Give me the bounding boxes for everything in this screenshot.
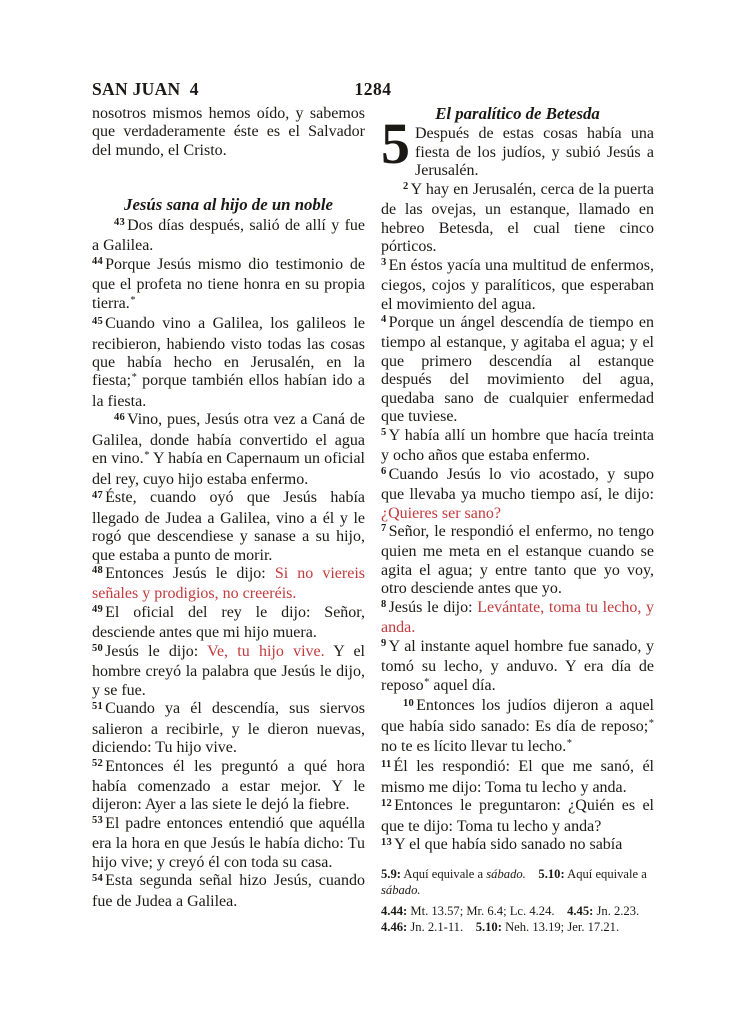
page-number: 1284 [354, 79, 392, 99]
verse-number: 51 [92, 700, 104, 712]
text-run: Entonces los judíos dijeron a aquel que había sido sanado: Es día de reposo; [381, 697, 654, 735]
text-run: Cuando ya él descendía, sus siervos salieron a recibirle, y le dieron nuevas, diciendo: Tu hijo vive. [92, 700, 365, 757]
verse-12 [381, 797, 654, 836]
verse-54 [92, 872, 365, 911]
text-run: Y hay en Jerusalén, cerca de la puerta de las ovejas, un estanque, llamado en hebreo Betesda, el cual tiene cinco pórticos. [381, 180, 654, 256]
cross-reference-asterisk: * [424, 676, 430, 688]
verse-number: 50 [92, 643, 104, 655]
verse-9 [381, 638, 654, 697]
text-run: Y el que había sido sanado no sabía [394, 836, 623, 854]
text-run: Esta segunda señal hizo Jesús, cuando fue de Judea a Galilea. [92, 872, 365, 910]
verse-48 [92, 565, 365, 604]
verse-11 [381, 758, 654, 797]
footnote-group [381, 903, 654, 935]
text-run: Y había en Capernaum un oficial del rey, cuyo hijo estaba enfermo. [92, 450, 366, 488]
verse-number: 44 [92, 256, 104, 268]
verse-number: 2 [403, 181, 409, 193]
footnotes-block [381, 866, 654, 936]
verse-10 [381, 697, 654, 758]
text-run: Mt. 13.57; Mr. 6.4; Lc. 4.24. [407, 904, 555, 919]
footnote-reference: 4.44: [381, 904, 408, 919]
footnote-reference: 4.46: [381, 920, 408, 935]
verse-2 [381, 181, 654, 257]
running-header [92, 79, 654, 100]
text-run: El padre entonces entendió que aquélla era la hora en que Jesús le había dicho: Tu hijo vive; y creyó él con toda su casa. [92, 814, 365, 871]
verse-para [92, 105, 365, 160]
text-run: Y el hombre creyó la palabra que Jesús le dijo, y se fue. [92, 642, 365, 699]
footnote-group [381, 866, 654, 898]
verse-46 [92, 411, 365, 489]
verse-51 [92, 700, 365, 757]
footnote-italic-term: sábado. [381, 882, 421, 897]
text-run [526, 867, 539, 881]
words-of-jesus-red: Ve, tu hijo vive. [207, 642, 325, 660]
cross-reference-asterisk: * [566, 737, 573, 749]
verse-number: 46 [114, 411, 126, 423]
text-run: El oficial del rey le dijo: Señor, desciende antes que mi hijo muera. [92, 603, 365, 642]
text-run: Vino, pues, Jesús otra vez a Caná de Galilea, donde había convertido el agua en vino. [92, 411, 365, 468]
verse-13 [381, 836, 654, 856]
text-run: Aquí equivale a [400, 866, 487, 881]
verse-number: 5 [381, 427, 387, 439]
verse-4 [381, 314, 654, 427]
footnote-italic-term: sábado. [486, 866, 526, 881]
verse-44 [92, 256, 365, 315]
two-column-text [92, 105, 654, 940]
page-content [92, 79, 654, 940]
cross-reference-asterisk: * [131, 372, 137, 384]
footnote-reference: 5.10: [475, 920, 502, 935]
words-of-jesus-red: ¿Quieres ser sano? [381, 504, 501, 522]
text-run: porque también ellos habían ido a la fiesta. [92, 372, 365, 410]
text-run: Aquí equivale a [564, 866, 647, 881]
verse-number: 48 [92, 565, 104, 577]
verse-number: 8 [381, 599, 387, 611]
text-run: Él les respondió: El que me sanó, él mismo me dijo: Toma tu lecho y anda. [381, 758, 654, 796]
text-run: Entonces él les preguntó a qué hora había comenzado a estar mejor. Y le dijeron: Ayer a las siete le dejó la fiebre. [92, 757, 365, 814]
verse-47 [92, 489, 365, 565]
cross-reference-asterisk: * [130, 294, 136, 306]
verse-8 [381, 599, 654, 638]
verse-49 [92, 604, 365, 643]
verse-number: 12 [381, 797, 393, 809]
section-heading: El paralítico de Betesda [435, 104, 600, 123]
verse-43 [92, 217, 365, 256]
verse-number: 49 [92, 604, 104, 616]
text-run: Entonces Jesús le dijo: [105, 564, 275, 582]
cross-reference-asterisk: * [648, 717, 654, 729]
text-run: Neh. 13.19; Jer. 17.21. [501, 920, 620, 935]
verse-53 [92, 815, 365, 872]
verse-5 [381, 427, 654, 466]
verse-number: 10 [403, 697, 415, 709]
verse-number: 11 [381, 758, 392, 770]
footnote-reference: 5.10: [538, 866, 565, 881]
footnote-reference: 5.9: [381, 866, 401, 881]
verse-52 [92, 758, 365, 815]
text-run: Y al instante aquel hombre fue sanado, y tomó su lecho, y anduvo. Y era día de reposo [381, 637, 654, 694]
cross-reference-asterisk: * [144, 450, 150, 462]
text-run [463, 920, 476, 934]
footnote-reference: 4.45: [567, 904, 594, 919]
text-run: Jn. 2.1-11. [407, 920, 464, 935]
verse-6 [381, 466, 654, 523]
verse-number: 52 [92, 758, 104, 769]
verse-50 [92, 643, 365, 700]
text-run: Y había allí un hombre que hacía treinta y ocho años que estaba enfermo. [381, 426, 654, 465]
verse-number: 7 [381, 523, 387, 535]
left-column [92, 105, 365, 940]
verse-7 [381, 523, 654, 599]
verse-number: 53 [92, 815, 104, 827]
text-run: Jn. 2.23. [593, 904, 640, 919]
text-run [555, 904, 568, 918]
text-run: Jesús le dijo: [388, 598, 478, 616]
section-heading: Jesús sana al hijo de un noble [124, 195, 333, 215]
verse-number: 13 [381, 836, 393, 848]
verse-45 [92, 315, 365, 411]
verse-number: 43 [114, 217, 126, 229]
verse-3 [381, 257, 654, 314]
verse-number: 3 [381, 257, 387, 269]
verse-number: 45 [92, 315, 104, 327]
verse-number: 9 [381, 638, 387, 650]
text-run: Dos días después, salió de allí y fue a Galilea. [92, 216, 365, 255]
text-run: Éste, cuando oyó que Jesús había llegado de Judea a Galilea, vino a él y le rogó que descendiese y sanase a su hijo, que estaba a punto de morir. [92, 489, 365, 564]
text-run: Señor, le respondió el enfermo, no tengo quien me meta en el estanque cuando se agita el agua; y entre tanto que yo voy, otro desciende antes que yo. [381, 522, 654, 598]
words-of-jesus-red: Si no viereis señales y prodigios, no creeréis. [92, 564, 365, 603]
text-run: Después de estas cosas había una fiesta de los judíos, y subió Jesús a Jerusalén. [415, 125, 654, 180]
text-run: no te es lícito llevar tu lecho. [381, 737, 567, 755]
text-run: Jesús le dijo: [105, 642, 208, 660]
text-run: aquel día. [429, 676, 496, 694]
text-run: Cuando Jesús lo vio acostado, y supo que llevaba ya mucho tiempo así, le dijo: [381, 465, 654, 504]
verse-number: 54 [92, 872, 104, 884]
chapter-number: 5 [381, 110, 410, 176]
verse-number: 47 [92, 489, 104, 501]
text-run: Porque Jesús mismo dio testimonio de que el profeta no tiene honra en su propia tierra. [92, 255, 365, 312]
words-of-jesus-red: Levántate, toma tu lecho, y anda. [381, 598, 654, 637]
text-run: Porque un ángel descendía de tiempo en tiempo al estanque, y agitaba el agua; y el que primero descendía al estanque después del movimiento del agua, quedaba sano de cualquier enfermedad que tuviese. [381, 313, 654, 426]
right-column [381, 105, 654, 940]
text-run: En éstos yacía una multitud de enfermos, ciegos, cojos y paralíticos, que esperaban el movimiento del agua. [381, 256, 654, 313]
book-chapter-title: SAN JUAN 4 [92, 79, 199, 99]
verse-number: 6 [381, 466, 387, 478]
text-run: Cuando vino a Galilea, los galileos le recibieron, habiendo visto todas las cosas que había hecho en Jerusalén, en la fiesta; [92, 315, 365, 390]
verse-number: 4 [381, 314, 387, 326]
text-run: nosotros mismos hemos oído, y sabemos que verdaderamente éste es el Salvador del mundo, el Cristo. [92, 105, 365, 159]
text-run: Entonces le preguntaron: ¿Quién es el que te dijo: Toma tu lecho y anda? [381, 797, 654, 835]
